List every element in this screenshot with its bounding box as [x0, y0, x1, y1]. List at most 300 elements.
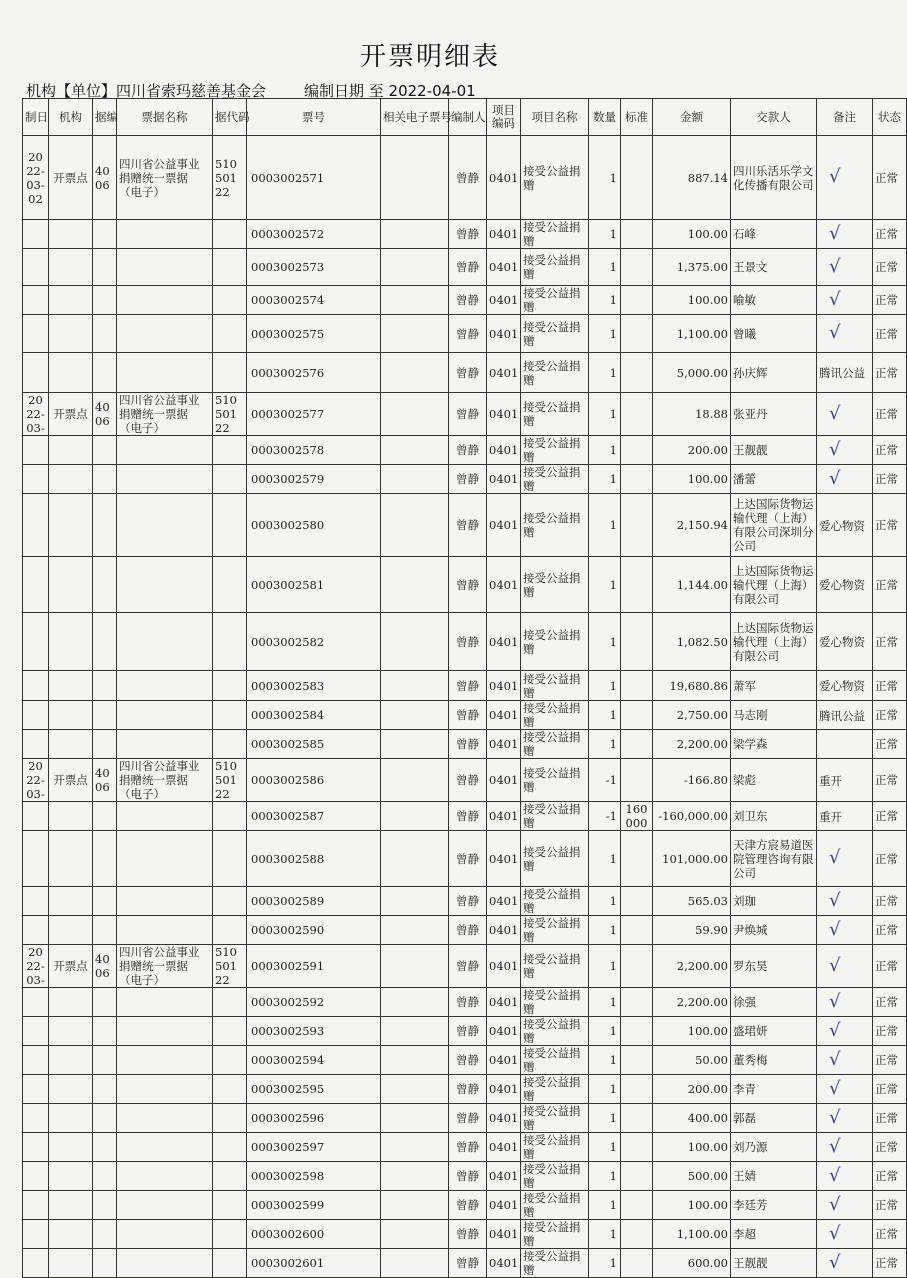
cell-creator-text: 曾静 [456, 959, 479, 973]
cell-item-code [487, 1017, 521, 1046]
check-mark-icon: √ [829, 1106, 841, 1128]
cell-date [23, 1017, 49, 1046]
cell-qty [589, 249, 621, 286]
cell-item-name-text: 接受公益捐赠 [523, 701, 581, 729]
cell-creator [449, 671, 487, 701]
cell-date [23, 1249, 49, 1278]
cell-status [873, 1017, 907, 1046]
cell-amount-text: 1,375.00 [676, 260, 728, 274]
cell-amount [653, 802, 731, 831]
cell-amount-text: 2,200.00 [676, 959, 728, 973]
cell-item-name-text: 接受公益捐赠 [523, 766, 581, 794]
cell-payer-text: 上达国际货物运输代理（上海）有限公司 [733, 620, 814, 663]
cell-qty [589, 730, 621, 759]
cell-status-text: 正常 [875, 1256, 898, 1270]
cell-creator [449, 916, 487, 945]
cell-creator-text: 曾静 [456, 1227, 479, 1241]
cell-book-no-text: 4006 [95, 400, 110, 428]
cell-status [873, 988, 907, 1017]
cell-status-text: 正常 [875, 678, 898, 693]
cell-creator [449, 1104, 487, 1133]
cell-e-ticket-no [381, 1104, 449, 1133]
cell-amount [653, 393, 731, 436]
cell-remark [817, 494, 873, 557]
cell-standard [621, 136, 653, 220]
cell-e-ticket-no [381, 613, 449, 671]
cell-book-no [93, 1017, 117, 1046]
cell-book-no [93, 436, 117, 465]
cell-org [49, 887, 93, 916]
cell-status-text: 正常 [875, 407, 898, 421]
cell-item-name-text: 接受公益捐赠 [523, 802, 581, 830]
cell-payer-text: 李超 [733, 1227, 756, 1241]
cell-standard [621, 1046, 653, 1075]
cell-item-name-text: 接受公益捐赠 [523, 887, 581, 915]
cell-amount-text: 19,680.86 [669, 678, 728, 693]
cell-item-name-text: 接受公益捐赠 [523, 1220, 581, 1248]
cell-amount [653, 988, 731, 1017]
cell-standard [621, 494, 653, 557]
cell-creator [449, 613, 487, 671]
cell-qty-text: 1 [609, 443, 617, 457]
cell-e-ticket-no [381, 1191, 449, 1220]
cell-item-name [521, 315, 589, 353]
cell-ticket-no-text: 0003002583 [251, 678, 325, 693]
cell-date [23, 759, 49, 802]
cell-item-name-text: 接受公益捐赠 [523, 465, 581, 493]
cell-bill-code [213, 220, 247, 249]
cell-date [23, 671, 49, 701]
cell-item-name [521, 730, 589, 759]
check-mark-icon: √ [829, 889, 841, 911]
cell-item-name [521, 1220, 589, 1249]
table-row [23, 465, 907, 494]
cell-amount-text: 18.88 [695, 407, 728, 421]
cell-bill-name [117, 494, 213, 557]
cell-amount-text: 50.00 [695, 1053, 728, 1067]
check-mark-icon: √ [829, 255, 841, 277]
cell-remark [817, 136, 873, 220]
table-row [23, 802, 907, 831]
cell-item-name [521, 831, 589, 887]
check-mark-icon: √ [829, 322, 841, 343]
cell-remark [817, 730, 873, 759]
cell-amount-text: 101,000.00 [662, 851, 728, 866]
cell-bill-name [117, 393, 213, 436]
col-header: 数量 [589, 99, 621, 136]
cell-bill-code [213, 988, 247, 1017]
cell-bill-code [213, 831, 247, 887]
cell-amount [653, 831, 731, 887]
cell-bill-code-text: 51050122 [215, 759, 237, 801]
cell-ticket-no [247, 494, 381, 557]
table-row [23, 1162, 907, 1191]
invoice-detail-table [22, 98, 907, 1278]
cell-qty [589, 916, 621, 945]
cell-item-name-text: 接受公益捐赠 [523, 436, 581, 464]
cell-item-name-text: 接受公益捐赠 [523, 627, 581, 656]
cell-item-code-text: 0401 [489, 634, 519, 649]
cell-qty [589, 1162, 621, 1191]
col-header: 备注 [817, 99, 873, 136]
cell-status-text: 正常 [875, 260, 898, 274]
cell-item-name [521, 557, 589, 613]
cell-status [873, 802, 907, 831]
cell-amount [653, 1046, 731, 1075]
cell-item-code [487, 315, 521, 353]
cell-item-name-text: 接受公益捐赠 [523, 358, 581, 387]
table-row [23, 1220, 907, 1249]
cell-creator-text: 曾静 [456, 773, 479, 787]
cell-remark [817, 557, 873, 613]
cell-item-code [487, 1220, 521, 1249]
cell-bill-name-text: 四川省公益事业捐赠统一票据（电子） [119, 759, 200, 801]
cell-e-ticket-no [381, 1017, 449, 1046]
cell-ticket-no [247, 353, 381, 393]
cell-remark [817, 671, 873, 701]
cell-bill-name [117, 436, 213, 465]
cell-payer-text: 王靓靓 [733, 1256, 768, 1270]
cell-ticket-no-text: 0003002576 [251, 365, 325, 380]
cell-date [23, 353, 49, 393]
cell-qty [589, 1046, 621, 1075]
cell-e-ticket-no [381, 1133, 449, 1162]
cell-e-ticket-no [381, 436, 449, 465]
cell-standard [621, 249, 653, 286]
cell-qty-text: 1 [609, 1198, 617, 1212]
cell-item-name [521, 802, 589, 831]
cell-book-no [93, 916, 117, 945]
cell-payer [731, 916, 817, 945]
cell-remark [817, 393, 873, 436]
cell-status-text: 正常 [875, 170, 898, 185]
cell-bill-code [213, 759, 247, 802]
col-header: 项目名称 [521, 99, 589, 136]
cell-payer [731, 249, 817, 286]
cell-qty-text: 1 [609, 1227, 617, 1241]
cell-qty-text: 1 [609, 634, 617, 649]
cell-standard [621, 1249, 653, 1278]
cell-payer [731, 802, 817, 831]
cell-qty-text: 1 [609, 1169, 617, 1183]
cell-ticket-no-text: 0003002575 [251, 326, 325, 341]
cell-item-name [521, 1133, 589, 1162]
cell-bill-name [117, 220, 213, 249]
cell-remark [817, 1075, 873, 1104]
cell-ticket-no [247, 286, 381, 315]
cell-remark [817, 1046, 873, 1075]
cell-qty-text: 1 [609, 851, 617, 866]
cell-qty-text: 1 [609, 995, 617, 1009]
cell-bill-code [213, 887, 247, 916]
cell-bill-code [213, 249, 247, 286]
cell-item-code [487, 494, 521, 557]
cell-creator [449, 701, 487, 730]
table-row [23, 1191, 907, 1220]
cell-status-text: 正常 [875, 1140, 898, 1154]
cell-standard [621, 1075, 653, 1104]
cell-payer-text: 刘乃源 [733, 1140, 768, 1154]
cell-amount-text: 1,144.00 [676, 577, 728, 592]
cell-bill-name [117, 945, 213, 988]
cell-amount-text: 100.00 [687, 293, 728, 307]
cell-bill-name [117, 1104, 213, 1133]
cell-amount [653, 436, 731, 465]
check-mark-icon: √ [829, 1193, 841, 1215]
table-row [23, 136, 907, 220]
cell-book-no-text: 4006 [95, 766, 110, 794]
cell-status-text: 正常 [875, 472, 898, 486]
cell-bill-code [213, 802, 247, 831]
cell-item-name [521, 671, 589, 701]
cell-book-no [93, 315, 117, 353]
cell-standard [621, 286, 653, 315]
cell-ticket-no [247, 671, 381, 701]
cell-creator-text: 曾静 [456, 577, 479, 592]
cell-item-name-text: 接受公益捐赠 [523, 730, 581, 758]
cell-ticket-no [247, 1133, 381, 1162]
cell-creator [449, 802, 487, 831]
table-row [23, 988, 907, 1017]
cell-item-code-text: 0401 [489, 1198, 519, 1212]
cell-amount-text: 565.03 [687, 894, 728, 908]
cell-ticket-no [247, 557, 381, 613]
cell-item-code-text: 0401 [489, 407, 519, 421]
cell-ticket-no [247, 1191, 381, 1220]
cell-amount-text: -166.80 [683, 773, 728, 787]
cell-org [49, 916, 93, 945]
cell-ticket-no-text: 0003002592 [251, 995, 325, 1009]
cell-qty [589, 1075, 621, 1104]
cell-ticket-no [247, 136, 381, 220]
cell-e-ticket-no [381, 802, 449, 831]
check-mark-icon: √ [829, 166, 841, 187]
cell-remark-text: 爱心物资 [819, 679, 865, 693]
cell-date [23, 1162, 49, 1191]
cell-creator-text: 曾静 [456, 326, 479, 341]
cell-bill-name [117, 249, 213, 286]
cell-status [873, 730, 907, 759]
cell-creator-text: 曾静 [456, 227, 479, 241]
cell-ticket-no [247, 701, 381, 730]
cell-amount [653, 887, 731, 916]
cell-e-ticket-no [381, 730, 449, 759]
cell-creator [449, 887, 487, 916]
cell-payer [731, 1017, 817, 1046]
cell-bill-code [213, 1133, 247, 1162]
cell-date [23, 436, 49, 465]
cell-ticket-no [247, 887, 381, 916]
cell-payer [731, 465, 817, 494]
cell-status-text: 正常 [875, 959, 898, 973]
cell-amount [653, 671, 731, 701]
cell-book-no [93, 557, 117, 613]
cell-ticket-no [247, 1162, 381, 1191]
cell-date [23, 613, 49, 671]
table-body [23, 136, 907, 1278]
cell-status [873, 353, 907, 393]
cell-bill-code [213, 1046, 247, 1075]
cell-status [873, 393, 907, 436]
cell-remark-text: 腾讯公益 [819, 708, 865, 723]
cell-creator [449, 436, 487, 465]
cell-qty [589, 557, 621, 613]
cell-creator-text: 曾静 [456, 260, 479, 274]
cell-e-ticket-no [381, 831, 449, 887]
cell-creator-text: 曾静 [456, 737, 479, 751]
cell-e-ticket-no [381, 315, 449, 353]
cell-standard [621, 436, 653, 465]
check-mark-icon: √ [829, 1135, 841, 1157]
cell-item-name-text: 接受公益捐赠 [523, 319, 581, 348]
cell-payer-text: 孙庆辉 [733, 365, 768, 380]
cell-payer [731, 671, 817, 701]
cell-payer [731, 1162, 817, 1191]
cell-payer-text: 石峰 [733, 227, 756, 241]
cell-amount [653, 945, 731, 988]
cell-org [49, 393, 93, 436]
cell-ticket-no [247, 1249, 381, 1278]
cell-payer [731, 887, 817, 916]
cell-e-ticket-no [381, 1046, 449, 1075]
cell-payer [731, 286, 817, 315]
col-header: 票号 [247, 99, 381, 136]
cell-remark [817, 1162, 873, 1191]
check-mark-icon: √ [829, 954, 841, 976]
cell-status-text: 正常 [875, 365, 898, 380]
cell-qty [589, 1017, 621, 1046]
cell-bill-name [117, 1133, 213, 1162]
cell-bill-code-text: 51050122 [215, 945, 237, 987]
table-row [23, 220, 907, 249]
cell-org [49, 249, 93, 286]
cell-bill-code [213, 1017, 247, 1046]
cell-payer-text: 王婧 [733, 1169, 756, 1183]
cell-org [49, 557, 93, 613]
date-label: 编制日期 至 2022-04-01 [304, 82, 476, 100]
cell-creator-text: 曾静 [456, 634, 479, 649]
cell-qty-text: -1 [605, 809, 617, 823]
cell-e-ticket-no [381, 136, 449, 220]
cell-payer [731, 831, 817, 887]
cell-item-code-text: 0401 [489, 737, 519, 751]
cell-standard [621, 988, 653, 1017]
cell-item-code-text: 0401 [489, 923, 519, 937]
cell-ticket-no [247, 988, 381, 1017]
cell-item-name [521, 1191, 589, 1220]
cell-status-text: 正常 [875, 577, 898, 592]
cell-item-code-text: 0401 [489, 1053, 519, 1067]
cell-date [23, 1046, 49, 1075]
cell-amount-text: 100.00 [687, 227, 728, 241]
cell-item-name [521, 1046, 589, 1075]
cell-payer [731, 220, 817, 249]
cell-date [23, 831, 49, 887]
table-row [23, 671, 907, 701]
cell-status [873, 887, 907, 916]
cell-status-text: 正常 [875, 443, 898, 457]
cell-creator-text: 曾静 [456, 443, 479, 457]
cell-ticket-no [247, 436, 381, 465]
cell-standard [621, 557, 653, 613]
cell-book-no [93, 286, 117, 315]
cell-qty-text: 1 [609, 170, 617, 185]
cell-e-ticket-no [381, 916, 449, 945]
cell-org [49, 286, 93, 315]
cell-item-name [521, 436, 589, 465]
cell-remark [817, 1249, 873, 1278]
cell-item-name-text: 接受公益捐赠 [523, 163, 581, 192]
cell-remark-text: 腾讯公益 [819, 366, 865, 380]
cell-org [49, 945, 93, 988]
cell-payer-text: 刘卫东 [733, 809, 768, 823]
cell-status-text: 正常 [875, 1198, 898, 1212]
cell-status-text: 正常 [875, 1082, 898, 1096]
cell-book-no [93, 1133, 117, 1162]
cell-book-no [93, 759, 117, 802]
cell-item-code [487, 393, 521, 436]
cell-remark [817, 945, 873, 988]
cell-item-code [487, 286, 521, 315]
cell-remark [817, 1220, 873, 1249]
cell-remark [817, 988, 873, 1017]
cell-remark [817, 831, 873, 887]
cell-creator-text: 曾静 [456, 1053, 479, 1067]
cell-payer [731, 613, 817, 671]
cell-org [49, 831, 93, 887]
cell-org [49, 802, 93, 831]
cell-payer [731, 730, 817, 759]
cell-item-code-text: 0401 [489, 293, 519, 307]
cell-item-code [487, 916, 521, 945]
cell-item-name-text: 接受公益捐赠 [523, 1191, 581, 1219]
cell-item-code [487, 1133, 521, 1162]
cell-amount [653, 1249, 731, 1278]
cell-standard [621, 802, 653, 831]
cell-qty [589, 1220, 621, 1249]
cell-payer [731, 1191, 817, 1220]
cell-qty-text: 1 [609, 577, 617, 592]
cell-book-no [93, 945, 117, 988]
cell-date [23, 988, 49, 1017]
cell-org [49, 1104, 93, 1133]
cell-ticket-no [247, 613, 381, 671]
cell-creator [449, 730, 487, 759]
cell-date [23, 945, 49, 988]
cell-date-text: 2022-03- [26, 759, 45, 801]
cell-status [873, 945, 907, 988]
cell-ticket-no-text: 0003002578 [251, 443, 325, 457]
cell-payer-text: 上达国际货物运输代理（上海）有限公司 [733, 563, 814, 606]
cell-qty-text: 1 [609, 894, 617, 908]
cell-date [23, 393, 49, 436]
cell-item-code-text: 0401 [489, 1082, 519, 1096]
cell-item-name-text: 接受公益捐赠 [523, 511, 581, 539]
cell-creator [449, 249, 487, 286]
cell-org [49, 1220, 93, 1249]
cell-status [873, 557, 907, 613]
cell-ticket-no [247, 249, 381, 286]
cell-creator-text: 曾静 [456, 365, 479, 380]
cell-status [873, 494, 907, 557]
cell-item-name-text: 接受公益捐赠 [523, 220, 581, 248]
cell-bill-code-text: 51050122 [215, 156, 237, 199]
cell-item-name-text: 接受公益捐赠 [523, 1017, 581, 1045]
cell-org [49, 1046, 93, 1075]
cell-item-name-text: 接受公益捐赠 [523, 400, 581, 428]
cell-e-ticket-no [381, 988, 449, 1017]
cell-standard [621, 1133, 653, 1162]
